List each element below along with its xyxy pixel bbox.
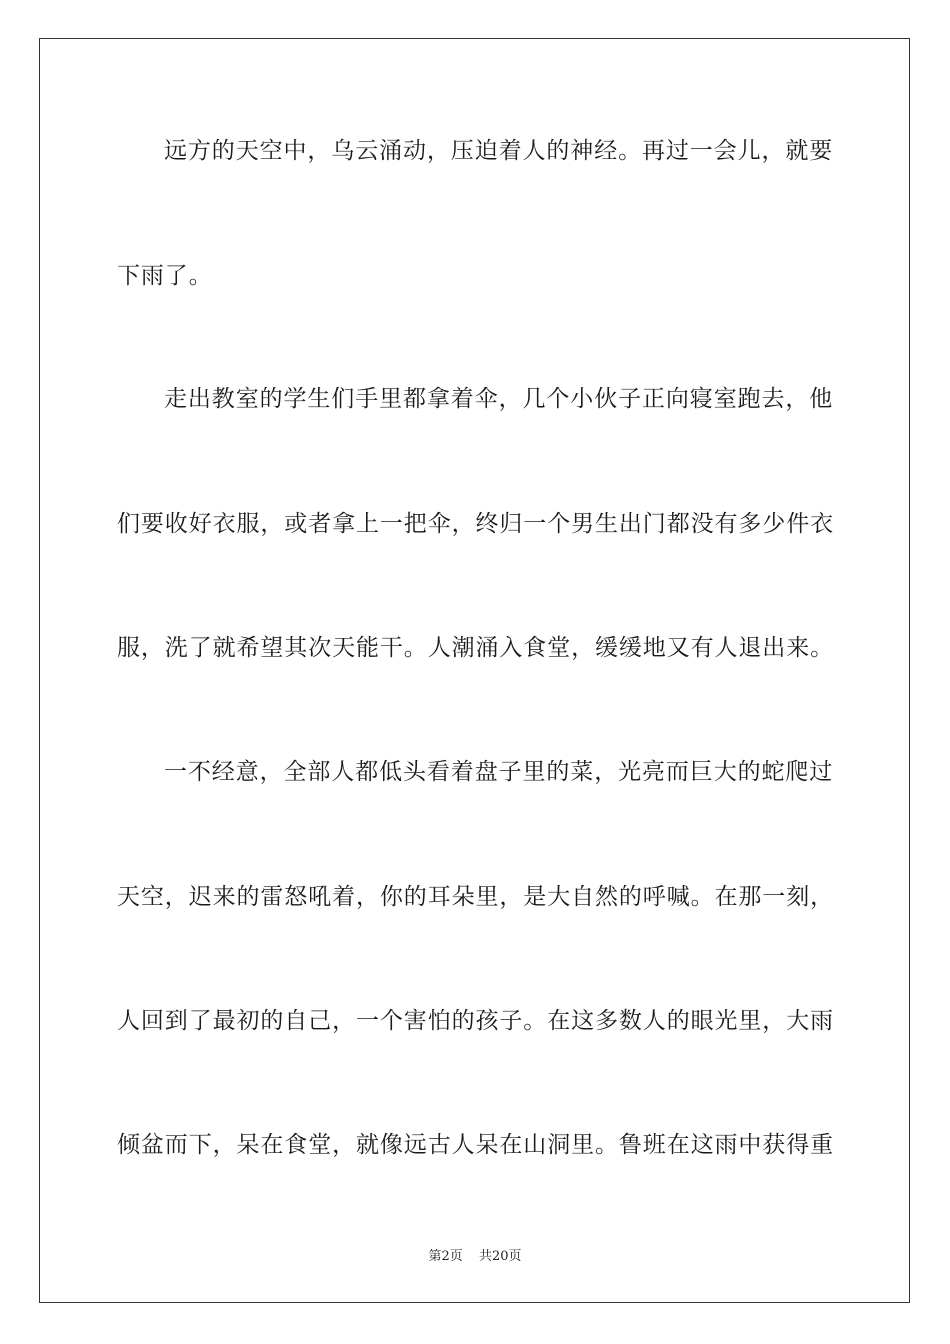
paragraph-3-line-4: 倾盆而下，呆在食堂，就像远古人呆在山洞里。鲁班在这雨中获得重 <box>117 1132 834 1158</box>
page-total: 共20页 <box>478 1249 522 1264</box>
page-border <box>39 38 910 1303</box>
paragraph-3-line-3: 人回到了最初的自己，一个害怕的孩子。在这多数人的眼光里，大雨 <box>117 1008 834 1034</box>
paragraph-1-line-2: 下雨了。 <box>117 263 213 289</box>
paragraph-2-line-2: 们要收好衣服，或者拿上一把伞，终归一个男生出门都没有多少件衣 <box>117 511 834 537</box>
paragraph-2-line-1: 走出教室的学生们手里都拿着伞，几个小伙子正向寝室跑去，他 <box>164 386 834 412</box>
paragraph-3-line-1: 一不经意，全部人都低头看着盘子里的菜，光亮而巨大的蛇爬过 <box>164 759 834 785</box>
paragraph-3-line-2: 天空，迟来的雷怒吼着，你的耳朵里，是大自然的呼喊。在那一刻， <box>117 884 834 910</box>
page-number: 第2页 <box>428 1249 463 1264</box>
paragraph-2-line-3: 服，洗了就希望其次天能干。人潮涌入食堂，缓缓地又有人退出来。 <box>117 635 834 661</box>
paragraph-1-line-1: 远方的天空中，乌云涌动，压迫着人的神经。再过一会儿，就要 <box>164 138 834 164</box>
page-footer <box>0 1249 950 1265</box>
